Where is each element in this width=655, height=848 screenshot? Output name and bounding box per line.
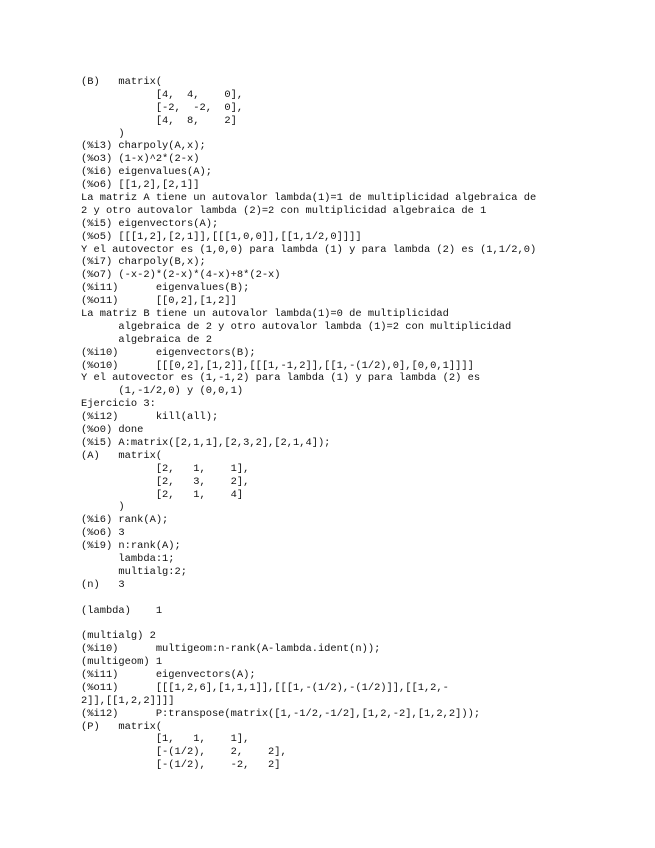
text-line: (%o5) [[[1,2],[2,1]],[[[1,0,0]],[[1,1/2,0]]]] — [81, 230, 362, 243]
text-line: algebraica de 2 y otro autovalor lambda (1)=2 con multiplicidad — [81, 320, 512, 333]
text-line: (multialg) 2 — [81, 630, 156, 643]
text-line: algebraica de 2 — [81, 333, 212, 346]
text-line: [-2, -2, 0], — [81, 101, 244, 114]
text-line: [4, 8, 2] — [81, 114, 237, 127]
text-line: (%i6) rank(A); — [81, 514, 169, 527]
text-line: [-(1/2), 2, 2], — [81, 746, 287, 759]
text-line: [2, 3, 2], — [81, 475, 250, 488]
text-line: (%o6) 3 — [81, 527, 125, 540]
text-line: (%o6) [[1,2],[2,1]] — [81, 179, 200, 192]
maxima-session-text — [81, 76, 626, 772]
text-line: [1, 1, 1], — [81, 733, 250, 746]
text-line: (%i12) P:transpose(matrix([1,-1/2,-1/2],[1,2,-2],[1,2,2])); — [81, 707, 481, 720]
text-line: La matriz A tiene un autovalor lambda(1)=1 de multiplicidad algebraica de — [81, 192, 537, 205]
text-line: (%i10) multigeom:n-rank(A-lambda.ident(n)); — [81, 643, 381, 656]
text-line: (lambda) 1 — [81, 604, 163, 617]
text-line: [2, 1, 4] — [81, 488, 244, 501]
text-line: (%o11) [[0,2],[1,2]] — [81, 295, 237, 308]
text-line: (%o3) (1-x)^2*(2-x) — [81, 153, 200, 166]
text-line: Ejercicio 3: — [81, 398, 156, 411]
text-line: [2, 1, 1], — [81, 462, 250, 475]
blank-line — [81, 592, 626, 605]
text-line: ) — [81, 501, 125, 514]
text-line: (A) matrix( — [81, 449, 163, 462]
text-line: (%i11) eigenvalues(B); — [81, 282, 250, 295]
text-line: Y el autovector es (1,0,0) para lambda (1) y para lambda (2) es (1,1/2,0) — [81, 243, 537, 256]
text-line: 2 y otro autovalor lambda (2)=2 con multiplicidad algebraica de 1 — [81, 204, 487, 217]
blank-line — [81, 617, 626, 630]
text-line: (n) 3 — [81, 578, 125, 591]
text-line: (1,-1/2,0) y (0,0,1) — [81, 385, 244, 398]
text-line: (%i9) n:rank(A); — [81, 540, 181, 553]
text-line: Y el autovector es (1,-1,2) para lambda (1) y para lambda (2) es — [81, 372, 481, 385]
text-line: (%o11) [[[1,2,6],[1,1,1]],[[[1,-(1/2),-(1/2)]],[[1,2,- — [81, 681, 449, 694]
text-line: (%i11) eigenvectors(A); — [81, 668, 256, 681]
text-line: (%i10) eigenvectors(B); — [81, 346, 256, 359]
text-line: (%o10) [[[0,2],[1,2]],[[[1,-1,2]],[[1,-(1/2),0],[0,0,1]]]] — [81, 359, 474, 372]
text-line: (%o7) (-x-2)*(2-x)*(4-x)+8*(2-x) — [81, 269, 281, 282]
text-line: 2]],[[1,2,2]]]] — [81, 694, 175, 707]
text-line: (%i6) eigenvalues(A); — [81, 166, 212, 179]
text-line: (%o0) done — [81, 424, 144, 437]
text-line: [-(1/2), -2, 2] — [81, 759, 281, 772]
text-line: La matriz B tiene un autovalor lambda(1)=0 de multiplicidad — [81, 308, 449, 321]
text-line: (P) matrix( — [81, 720, 163, 733]
text-line: multialg:2; — [81, 565, 188, 578]
text-line: (B) matrix( — [81, 76, 163, 88]
text-line: (%i5) A:matrix([2,1,1],[2,3,2],[2,1,4]); — [81, 436, 331, 449]
text-line: (multigeom) 1 — [81, 656, 163, 669]
text-line: [4, 4, 0], — [81, 88, 244, 101]
text-line: (%i5) eigenvectors(A); — [81, 217, 219, 230]
text-line: (%i3) charpoly(A,x); — [81, 140, 206, 153]
text-line: ) — [81, 127, 125, 140]
text-line: (%i7) charpoly(B,x); — [81, 256, 206, 269]
text-line: lambda:1; — [81, 552, 175, 565]
text-line: (%i12) kill(all); — [81, 411, 219, 424]
